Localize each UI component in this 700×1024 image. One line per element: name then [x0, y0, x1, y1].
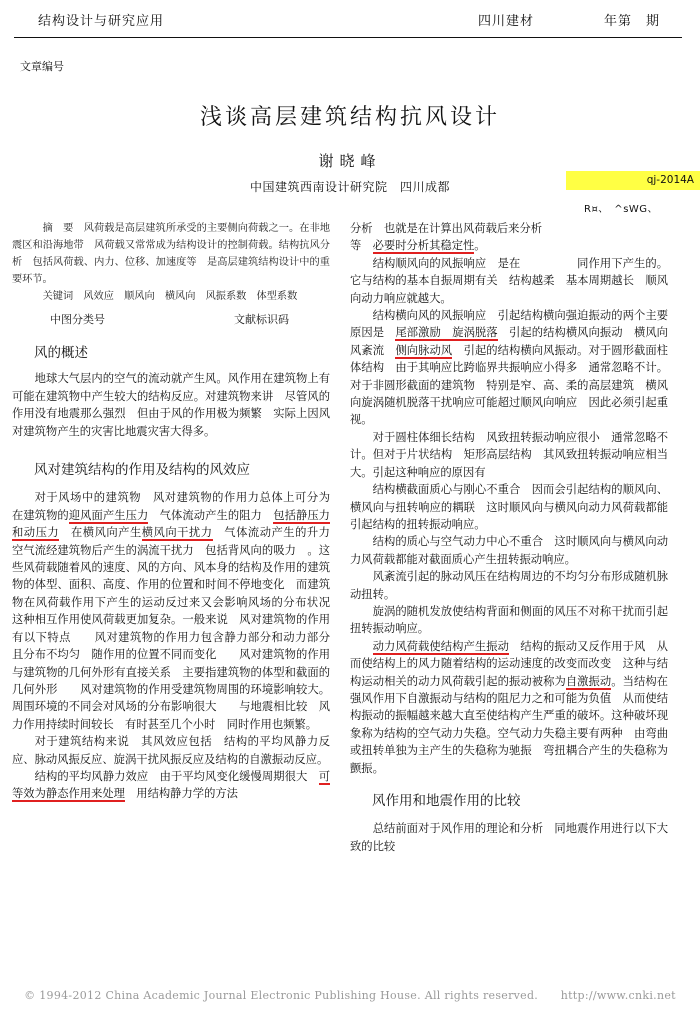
- text-run: 在横风向产生: [59, 526, 142, 540]
- keywords-text: 风效应 顺风向 横风向 风振系数 体型系数: [83, 291, 298, 302]
- red-underline-highlight: 侧向脉动风: [395, 343, 453, 357]
- red-underline-highlight: 可等效为静态作用来处理: [12, 769, 330, 801]
- classification-row: [12, 309, 330, 331]
- paragraph: 结构横截面质心与刚心不重合 因而会引起结构的顺风向、横风向与扭转响应的耦联 这时顺风向与横风向动力风荷载都能引起结构的扭转振动响应。: [350, 483, 668, 531]
- paragraph: 地球大气层内的空气的流动就产生风。风作用在建筑物上有可能在建筑物中产生较大的结构反应。对建筑物来讲 尽管风的作用没有地震那么强烈 但由于风的作用极为频繁 实际上因风对建筑物产生的灾害比地震灾害大得多。: [12, 372, 330, 438]
- text-run: 。当结构在强风作用下自激振动与结构的阻尼力之和可能为负值 从而使结构振动的振幅越来越大直至使结构产生严重的破坏。这种破坏现象称为结构的空气动力失稳。空气动力失稳主要有两种 由弯曲或扭转单独为主产生的失稳称为驰振 弯扭耦合产生的失稳称为颤振。: [350, 674, 668, 775]
- paragraph: 结构的质心与空气动力中心不重合 这时顺风向与横风向动力风荷载都能对截面质心产生扭转振动响应。: [350, 535, 668, 566]
- paragraph: 分析 也就是在计算出风荷载后来分析: [350, 222, 565, 235]
- text-run: 气体流动产生的阻力: [148, 508, 274, 522]
- paragraph: 结构顺风向的风振响应 是在 同作用下产生的。它与结构的基本自振周期有关 结构越柔 基本周期越长 顺风向动力响应就越大。: [350, 256, 668, 305]
- section-title-wind-vs-earthquake: 风作用和地震作用的比较: [372, 793, 521, 809]
- paragraph: 总结前面对于风作用的理论和分析 同地震作用进行以下大致的比较: [350, 822, 668, 853]
- abstract-label: 摘 要: [42, 223, 74, 234]
- right-column: [350, 220, 668, 855]
- header-rule: [14, 37, 682, 38]
- text-run: 引起的结构横向风振动。对于圆形截面柱体结构 由于其响应比跨临界共振响应小得多 通常忽略不计。对于非圆形截面的建筑物 特别是窄、高、柔的高层建筑 横风向旋涡随机脱落干扰响应可能超过顺风向响应 因此必须引起重视。: [350, 343, 668, 427]
- abstract-text: 风荷载是高层建筑所承受的主要侧向荷载之一。在非地震区和沿海地带 风荷载又常常成为结构设计的控制荷载。结构抗风分析 包括风荷载、内力、位移、加速度等 是高层建筑结构设计中的重要环节。: [12, 223, 331, 285]
- doc-code-label: 文献标识码: [234, 313, 289, 326]
- text-run: 结构的振动又反作用于风 从而使结构上的风力随着结构的运动速度的改变而改变 这种与结构运动相关的动力风荷载引起的振动被称为: [350, 639, 668, 688]
- text-run: 引起的结构横风向振动 横风向风紊流: [350, 326, 668, 357]
- text-run: 用结构静力学的方法: [124, 787, 238, 801]
- text-run: 对于风场中的建筑物 风对建筑物的作用力总体上可分为 在建筑物的: [12, 491, 342, 522]
- overlay-popup[interactable]: [566, 171, 700, 223]
- section-title-wind-effects: 风对建筑结构的作用及结构的风效应: [34, 462, 250, 479]
- journal-name: 四川建材: [478, 14, 535, 29]
- paper-title: 浅谈高层建筑结构抗风设计: [199, 105, 500, 130]
- text-run: 结构的平均风静力效应 由于平均风变化缓慢周期很大: [34, 769, 319, 783]
- keywords-label: 关键词: [42, 291, 74, 302]
- paragraph: [350, 638, 668, 777]
- red-underline-highlight: 横风向干扰力: [141, 526, 213, 540]
- left-column: [12, 220, 342, 803]
- red-underline-highlight: 必要时分析其稳定性: [372, 239, 475, 253]
- text-run: 。: [474, 239, 486, 253]
- paragraph: 风紊流引起的脉动风压在结构周边的不均匀分布形成随机脉动扭转。: [350, 570, 668, 601]
- paragraph: 对于建筑结构来说 其风效应包括 结构的平均风静力反应、脉动风振反应、旋涡干扰风振反应及结构的自激振动反应。: [12, 735, 330, 766]
- text-run: 等: [350, 239, 373, 253]
- copyright-footer: © 1994-2012 China Academic Journal Electronic Publishing House. All rights reserved. http://www.cnki.net: [24, 989, 676, 1002]
- journal-section-label: 结构设计与研究应用: [38, 14, 165, 29]
- overlay-text: R¤、 ^sWG、: [584, 204, 659, 215]
- paragraph: 对于圆柱体细长结构 风致扭转振动响应很小 通常忽略不计。但对于片状结构 矩形高层结构 其风致扭转振动响应相当大。引起这种响应的原因有: [350, 430, 668, 479]
- red-underline-highlight: 尾部激励 旋涡脱落: [395, 326, 498, 340]
- text-run: 结构横向风的风振响应 引起结构横向强迫振动的两个主要原因是: [350, 309, 668, 340]
- overlay-code-bar: qj-2014A: [566, 171, 700, 190]
- section-title-wind-overview: 风的概述: [34, 345, 88, 361]
- red-underline-highlight: 自激振动: [565, 674, 612, 688]
- paragraph: [12, 489, 342, 733]
- journal-issue: 年第 期: [604, 14, 661, 29]
- clc-label: 中图分类号: [50, 313, 105, 326]
- red-underline-highlight: 包括静压力和动压力: [12, 508, 330, 540]
- author-name: 谢晓峰: [318, 152, 382, 170]
- paragraph: [350, 237, 668, 254]
- abstract-block: [12, 220, 330, 305]
- red-underline-highlight: 动力风荷载使结构产生振动: [372, 639, 509, 653]
- author-affiliation: 中国建筑西南设计研究院 四川成都: [249, 180, 450, 194]
- paragraph: [12, 768, 330, 803]
- text-run: 气体流动产生的升力 空气流经建筑物后产生的涡流干扰力 包括背风向的吸力 。这些风荷载随着风的速度、风的方向、风本身的结构及作用的建筑物的体型、面积、高度、作用的位置和时间不停地变化 而建筑物在风荷载作用下产生的运动反过来又会影响风场的分布状况 这种相互作用使风荷载更加复杂。一般来说 风对建筑物的作用有以下特点 风对建筑物的作用力包含静力部分和动力部分 且分布不均匀 随作用的位置不同而变化 风对建筑物的作用与建筑物的几何外形有直接关系 主要指建筑物的体型和截面的几何外形 风对建筑物的作用受建筑物周围的环境影响较大。周围环境的不同会对风场的分布影响很大 与地震相比较 风力作用持续时间较长 有时甚至几个小时 同时作用也频繁。: [12, 526, 342, 731]
- red-underline-highlight: 迎风面产生压力: [68, 508, 149, 522]
- paragraph: 旋涡的随机发放使结构背面和侧面的风压不对称干扰而引起扭转振动响应。: [350, 604, 668, 636]
- article-number-label: 文章编号: [20, 60, 64, 73]
- paragraph: [350, 307, 668, 429]
